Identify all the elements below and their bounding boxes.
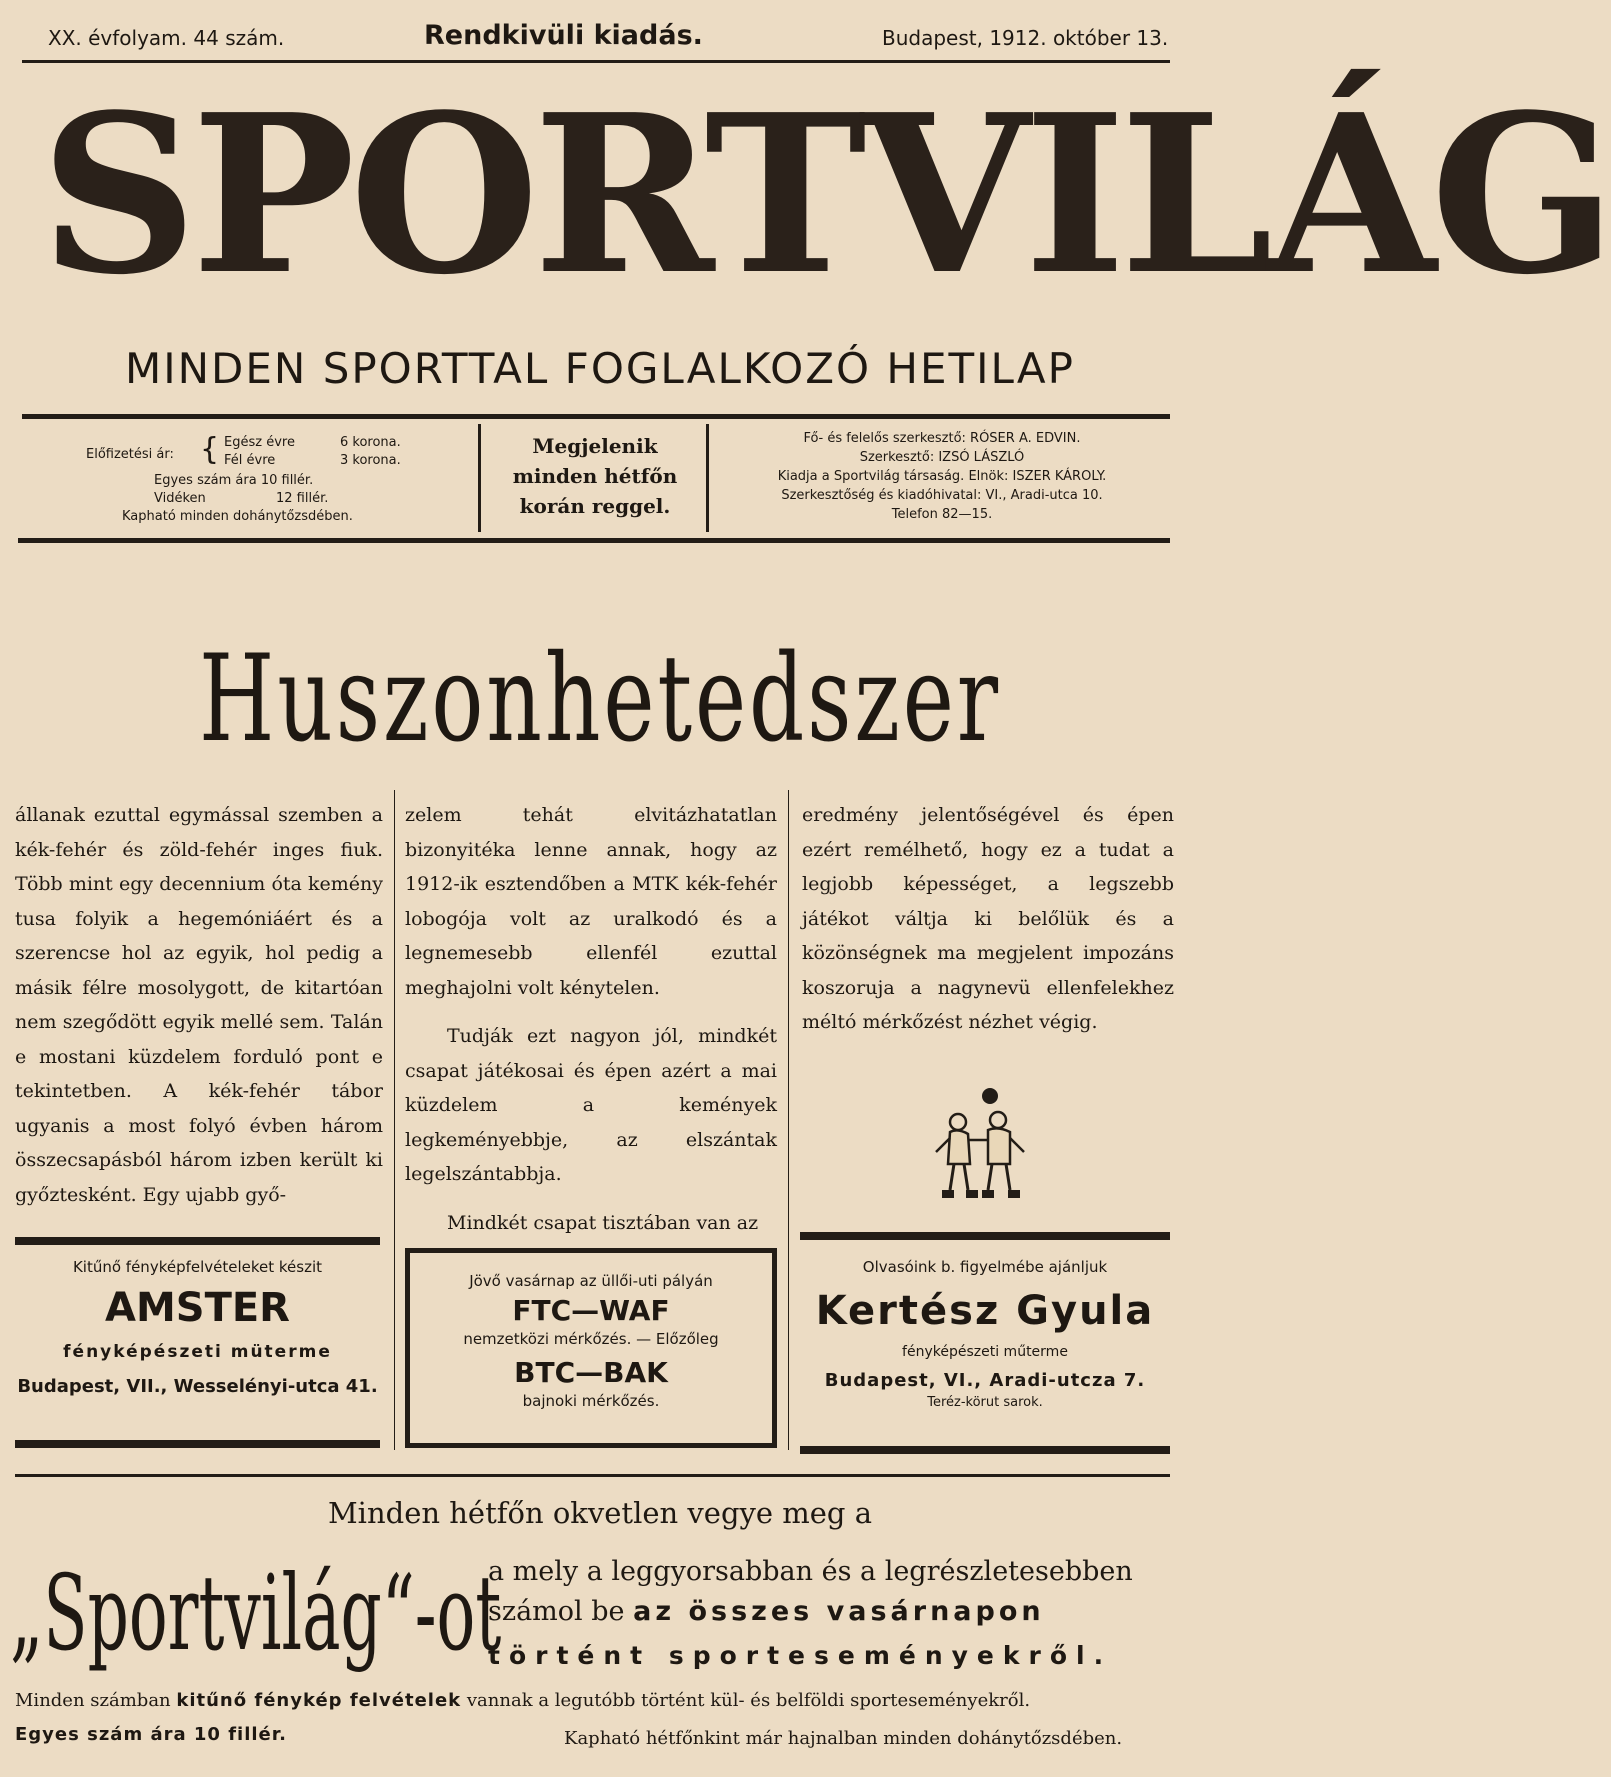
promo-footer-1-b: kitűnő fénykép felvételek bbox=[176, 1690, 462, 1711]
amster-ad-top-rule bbox=[15, 1237, 380, 1245]
countryside-label: Vidéken bbox=[154, 491, 206, 506]
single-issue-price: Egyes szám ára 10 fillér. bbox=[154, 473, 314, 488]
football-players-icon bbox=[930, 1086, 1030, 1204]
kertesz-ad bbox=[800, 1258, 1170, 1410]
match-ad-match-2: BTC—BAK bbox=[514, 1356, 668, 1389]
match-ad bbox=[410, 1272, 772, 1410]
editor-name: Szerkesztő: IZSÓ LÁSZLÓ bbox=[859, 450, 1025, 465]
info-divider-left bbox=[478, 424, 481, 532]
kertesz-ad-name: Kertész Gyula bbox=[815, 1288, 1155, 1334]
amster-ad bbox=[15, 1258, 380, 1397]
article-column-1 bbox=[15, 798, 383, 1212]
kertesz-ad-top-rule bbox=[800, 1232, 1170, 1240]
volume-number: XX. évfolyam. 44 szám. bbox=[48, 26, 285, 50]
editor-in-chief: Fő- és felelős szerkesztő: RÓSER A. EDVIN. bbox=[803, 431, 1081, 446]
match-ad-line-1: Jövő vasárnap az üllői-uti pályán bbox=[469, 1272, 713, 1290]
masthead-title: SPORTVILÁG bbox=[40, 67, 1611, 323]
promo-line-1 bbox=[488, 1552, 1168, 1632]
amster-ad-line-2: fényképészeti müterme bbox=[63, 1342, 332, 1362]
match-ad-line-2: nemzetközi mérkőzés. — Előzőleg bbox=[463, 1330, 719, 1348]
whole-year-price: 6 korona. bbox=[340, 435, 401, 450]
match-ad-match-1: FTC—WAF bbox=[512, 1294, 670, 1327]
promo-footer-2-b: Kapható hétfőnkint már hajnalban minden dohánytőzsdében. bbox=[564, 1728, 1123, 1749]
kertesz-ad-bottom-rule bbox=[800, 1446, 1170, 1454]
amster-ad-name: AMSTER bbox=[105, 1285, 290, 1331]
article-column-3 bbox=[802, 798, 1174, 1040]
info-divider-right bbox=[706, 424, 709, 532]
article-column-2-para-2: Tudják ezt nagyon jól, mindkét csapat játékosai és épen azért a mai küzdelem a kemények legkeményebbje, az elszántak legelszántabbja. bbox=[405, 1025, 777, 1185]
kertesz-ad-line-1: Olvasóink b. figyelmébe ajánljuk bbox=[862, 1258, 1108, 1276]
kertesz-ad-line-3: Teréz-körut sarok. bbox=[927, 1395, 1043, 1410]
article-column-3-text: eredmény jelentőségével és épen ezért remélhető, hogy ez a tudat a legjobb képességet, a legszebb játékot váltja ki belőlük és a közönségnek ma megjelent impozáns koszoruja a nagynevü ellenfelekhez méltó mérkőzést nézhet végig. bbox=[802, 804, 1174, 1033]
half-year-price: 3 korona. bbox=[340, 453, 401, 468]
article-column-2-para-1: zelem tehát elvitázhatatlan bizonyitéka lenne annak, hogy az 1912-ik esztendőben a MTK kék-fehér lobogója volt az uralkodó és a legnemesebb ellenfél ezuttal meghajolni volt kénytelen. bbox=[405, 804, 777, 999]
place-date: Budapest, 1912. október 13. bbox=[882, 26, 1169, 50]
article-column-2 bbox=[405, 798, 777, 1240]
phone-number: Telefon 82—15. bbox=[891, 507, 993, 522]
match-ad-line-3: bajnoki mérkőzés. bbox=[522, 1392, 660, 1410]
whole-year-label: Egész évre bbox=[224, 435, 295, 450]
column-divider-2 bbox=[788, 790, 789, 1450]
promo-top-rule bbox=[15, 1474, 1170, 1477]
masthead-tagline: MINDEN SPORTTAL FOGLALKOZÓ HETILAP bbox=[125, 344, 1075, 393]
appears-line-2: minden hétfőn bbox=[512, 464, 678, 488]
article-column-1-text: állanak ezuttal egymással szemben a kék-fehér és zöld-fehér inges fiuk. Több mint egy decennium óta kemény tusa folyik a hegemóniáért és a szerencse hol az egyik, hol pedig a másik félre mosolygott, de kitartóan nem szegődött egyik mellé sem. Talán e mostani küzdelem forduló pont e tekintetben. A kék-fehér tábor ugyanis a most folyó évben három összecsapásból három izben került ki győztesként. Egy ujabb győ- bbox=[15, 804, 383, 1206]
subscription-brace: { bbox=[200, 432, 220, 467]
promo-bold-1: az összes vasárnapon bbox=[633, 1596, 1045, 1627]
promo-title: „Sportvilág“-ot bbox=[10, 1552, 502, 1674]
article-column-2-para-3: Mindkét csapat tisztában van az bbox=[447, 1211, 759, 1234]
info-bottom-rule bbox=[18, 538, 1170, 543]
appears-line-1: Megjelenik bbox=[532, 434, 658, 458]
half-year-label: Fél évre bbox=[224, 453, 276, 468]
promo-footer-1-c: vannak a legutóbb történt kül- és belföldi sporteseményekről. bbox=[466, 1690, 1031, 1711]
amster-ad-bottom-rule bbox=[15, 1440, 380, 1448]
promo-footer-1 bbox=[15, 1690, 1030, 1711]
article-headline: Huszonhetedszer bbox=[199, 630, 1001, 769]
masthead-rule bbox=[22, 414, 1170, 419]
office-address: Szerkesztőség és kiadóhivatal: VI., Aradi-utca 10. bbox=[781, 488, 1103, 503]
promo-footer-2-a: Egyes szám ára 10 fillér. bbox=[15, 1724, 287, 1745]
promo-bold-2: történt sporteseményekről. bbox=[488, 1641, 1113, 1670]
column-divider-1 bbox=[394, 790, 395, 1450]
amster-ad-line-1: Kitűnő fényképfelvételeket készit bbox=[72, 1258, 323, 1276]
edition-label: Rendkivüli kiadás. bbox=[424, 20, 703, 51]
availability-note: Kapható minden dohánytőzsdében. bbox=[122, 509, 353, 524]
countryside-price: 12 fillér. bbox=[276, 491, 329, 506]
top-rule bbox=[22, 60, 1170, 63]
promo-line-1-text: a mely a leggyorsabban és a legrészletesebben számol be bbox=[488, 1556, 1133, 1627]
publisher-info: Kiadja a Sportvilág társaság. Elnök: ISZER KÁROLY. bbox=[777, 469, 1107, 484]
amster-ad-address: Budapest, VII., Wesselényi-utca 41. bbox=[17, 1376, 378, 1397]
promo-footer-1-a: Minden számban bbox=[15, 1690, 171, 1711]
kertesz-ad-address: Budapest, VI., Aradi-utcza 7. bbox=[824, 1370, 1146, 1391]
appears-line-3: korán reggel. bbox=[519, 494, 671, 518]
promo-headline: Minden hétfőn okvetlen vegye meg a bbox=[327, 1496, 873, 1530]
subscription-label: Előfizetési ár: bbox=[86, 447, 174, 462]
kertesz-ad-line-2: fényképészeti műterme bbox=[902, 1344, 1068, 1360]
